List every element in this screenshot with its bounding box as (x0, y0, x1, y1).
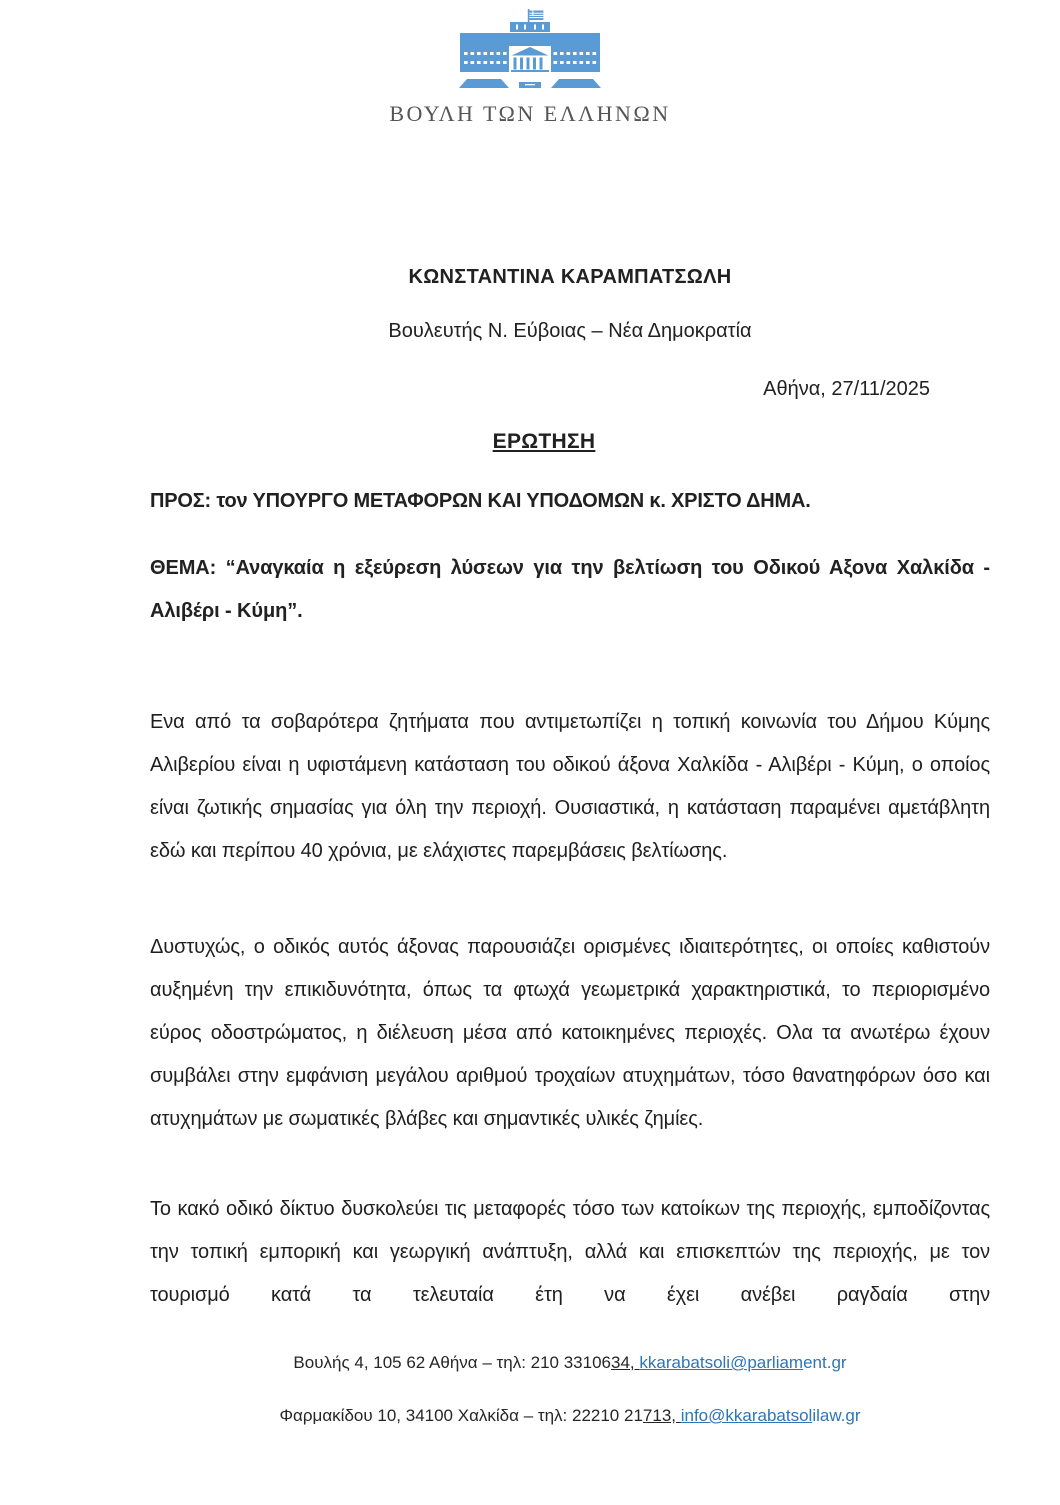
subject-line: ΘΕΜΑ: “Αναγκαία η εξεύρεση λύσεων για την βελτίωση του Οδικού Αξονα Χαλκίδα - Αλιβέρι - Κύμη”. (150, 557, 990, 622)
body-paragraph: Το κακό οδικό δίκτυο δυσκολεύει τις μεταφορές τόσο των κατοίκων της περιοχής, εμποδίζοντας την τοπική εμπορική και γεωργική ανάπτυξη, αλλά και επισκεπτών της περιοχής, με τον τουρισμό κατά τα τελευταία έτη να έχει ανέβει ραγδαία στην (150, 1198, 990, 1306)
to-line: ΠΡΟΣ: τον ΥΠΟΥΡΓΟ ΜΕΤΑΦΟΡΩΝ ΚΑΙ ΥΠΟΔΟΜΩΝ κ. ΧΡΙΣΤΟ ΔΗΜΑ. (150, 490, 811, 512)
footer-contact-athens (150, 1353, 990, 1373)
letterhead (0, 8, 1060, 127)
footer-phone-fragment: 713, (642, 1406, 681, 1425)
body-paragraph: Ενα από τα σοβαρότερα ζητήματα που αντιμετωπίζει η τοπική κοινωνία του Δήμου Κύμης Αλιβερίου είναι η υφιστάμενη κατάσταση του οδικού άξονα Χαλκίδα - Αλιβέρι - Κύμη, ο οποίος είναι ζωτικής σημασίας για όλη την περιοχή. Ουσιαστικά, η κατάσταση παραμένει αμετάβλητη εδώ και περίπου 40 χρόνια, με ελάχιστες παρεμβάσεις βελτίωσης. (150, 711, 990, 862)
footer-address-chalkida: Φαρμακίδου 10, 34100 Χαλκίδα – τηλ: 22210 21 (279, 1406, 643, 1425)
body-paragraph: Δυστυχώς, ο οδικός αυτός άξονας παρουσιάζει ορισμένες ιδιαιτερότητες, οι οποίες καθιστούν αυξημένη την επικιδυνότητα, όπως τα φτωχά γεωμετρικά χαρακτηριστικά, το περιορισμένο εύρος οδοστρώματος, η διέλευση μέσα από κατοικημένες περιοχές. Ολα τα ανωτέρω έχουν συμβάλει στην εμφάνιση μεγάλου αριθμού τροχαίων ατυχημάτων, τόσο θανατηφόρων όσο και ατυχημάτων με σωματικές βλάβες και σημαντικές υλικές ζημίες. (150, 936, 990, 1130)
footer-phone-fragment: 34, (611, 1353, 640, 1372)
parliament-building-icon (455, 8, 605, 92)
footer-address-athens: Βουλής 4, 105 62 Αθήνα – τηλ: 210 33106 (293, 1353, 612, 1372)
parliament-caption: ΒΟΥΛΗ ΤΩΝ ΕΛΛΗΝΩΝ (389, 101, 671, 126)
mp-role: Βουλευτής Ν. Εύβοιας – Νέα Δημοκρατία (388, 320, 752, 342)
parliament-email-link[interactable]: kkarabatsoli@parliament.gr (639, 1353, 847, 1372)
dateline: Αθήνα, 27/11/2025 (763, 378, 930, 400)
doc-type-heading: ΕΡΩΤΗΣΗ (492, 430, 596, 453)
office-email-link[interactable]: info@kkarabatsolilaw.gr (680, 1406, 861, 1425)
footer-contact-chalkida (150, 1406, 990, 1426)
mp-name: ΚΩΝΣΤΑΝΤΙΝΑ ΚΑΡΑΜΠΑΤΣΩΛΗ (408, 266, 732, 288)
